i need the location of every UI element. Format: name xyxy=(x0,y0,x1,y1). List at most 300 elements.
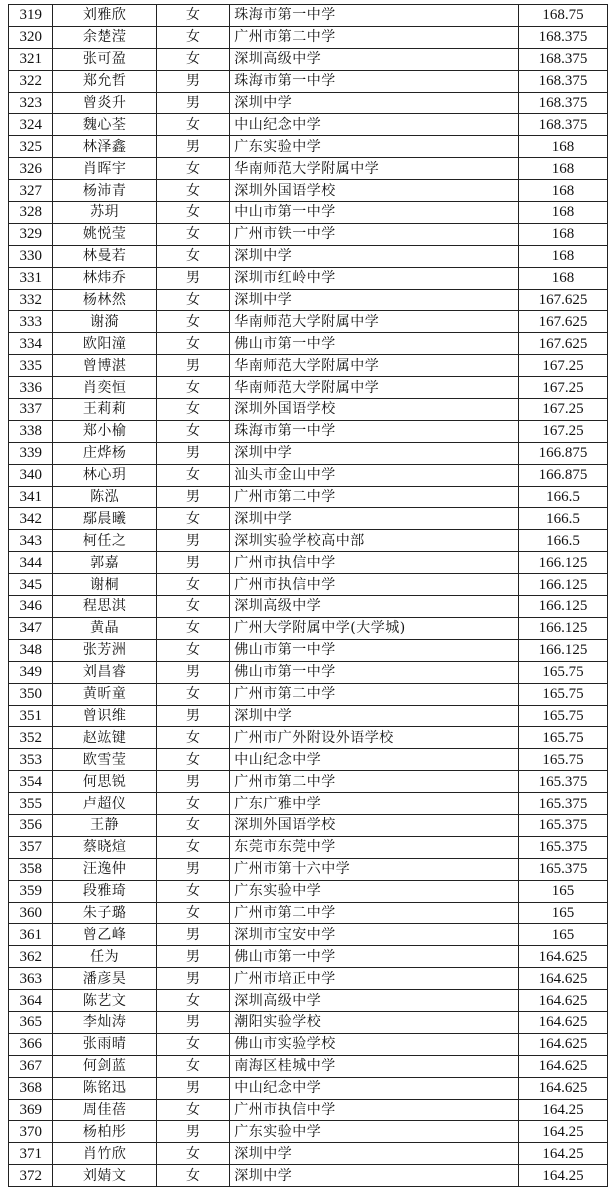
school-cell: 广州市第二中学 xyxy=(230,26,519,48)
name-cell: 郑小榆 xyxy=(53,420,156,442)
table-row xyxy=(9,683,608,705)
rank-cell: 330 xyxy=(9,245,53,267)
table-row xyxy=(9,355,608,377)
gender-cell: 女 xyxy=(156,596,229,618)
name-cell: 陈艺文 xyxy=(53,990,156,1012)
gender-cell: 女 xyxy=(156,1033,229,1055)
name-cell: 林炜乔 xyxy=(53,267,156,289)
gender-cell: 女 xyxy=(156,223,229,245)
score-cell: 166.5 xyxy=(519,486,608,508)
school-cell: 佛山市实验学校 xyxy=(230,1033,519,1055)
score-cell: 166.875 xyxy=(519,442,608,464)
rank-cell: 356 xyxy=(9,814,53,836)
rank-cell: 336 xyxy=(9,377,53,399)
gender-cell: 男 xyxy=(156,486,229,508)
name-cell: 曾识维 xyxy=(53,705,156,727)
table-row xyxy=(9,114,608,136)
name-cell: 刘雅欣 xyxy=(53,5,156,27)
school-cell: 佛山市第一中学 xyxy=(230,639,519,661)
table-row xyxy=(9,245,608,267)
name-cell: 周佳蓓 xyxy=(53,1099,156,1121)
rank-cell: 355 xyxy=(9,793,53,815)
school-cell: 佛山市第一中学 xyxy=(230,661,519,683)
table-row xyxy=(9,749,608,771)
name-cell: 姚悦莹 xyxy=(53,223,156,245)
school-cell: 深圳中学 xyxy=(230,1143,519,1165)
score-cell: 166.125 xyxy=(519,617,608,639)
school-cell: 广州市执信中学 xyxy=(230,1099,519,1121)
gender-cell: 男 xyxy=(156,1077,229,1099)
gender-cell: 女 xyxy=(156,574,229,596)
table-row xyxy=(9,1077,608,1099)
table-row xyxy=(9,1121,608,1143)
gender-cell: 女 xyxy=(156,727,229,749)
gender-cell: 男 xyxy=(156,70,229,92)
score-cell: 165.375 xyxy=(519,814,608,836)
table-row xyxy=(9,639,608,661)
rank-cell: 337 xyxy=(9,399,53,421)
rank-cell: 361 xyxy=(9,924,53,946)
score-cell: 168 xyxy=(519,158,608,180)
school-cell: 南海区桂城中学 xyxy=(230,1055,519,1077)
rank-cell: 358 xyxy=(9,858,53,880)
rank-cell: 340 xyxy=(9,464,53,486)
score-cell: 167.625 xyxy=(519,289,608,311)
rank-cell: 363 xyxy=(9,968,53,990)
name-cell: 林曼若 xyxy=(53,245,156,267)
score-cell: 165.375 xyxy=(519,836,608,858)
gender-cell: 男 xyxy=(156,530,229,552)
rank-cell: 332 xyxy=(9,289,53,311)
rank-cell: 328 xyxy=(9,202,53,224)
school-cell: 华南师范大学附属中学 xyxy=(230,355,519,377)
school-cell: 广州市第十六中学 xyxy=(230,858,519,880)
gender-cell: 女 xyxy=(156,26,229,48)
school-cell: 中山纪念中学 xyxy=(230,749,519,771)
rank-cell: 326 xyxy=(9,158,53,180)
school-cell: 中山纪念中学 xyxy=(230,1077,519,1099)
score-cell: 165 xyxy=(519,902,608,924)
rank-cell: 325 xyxy=(9,136,53,158)
score-cell: 168.375 xyxy=(519,70,608,92)
rank-cell: 368 xyxy=(9,1077,53,1099)
name-cell: 苏玥 xyxy=(53,202,156,224)
score-cell: 168 xyxy=(519,136,608,158)
gender-cell: 女 xyxy=(156,311,229,333)
name-cell: 蔡晓煊 xyxy=(53,836,156,858)
score-cell: 165.75 xyxy=(519,683,608,705)
rank-cell: 345 xyxy=(9,574,53,596)
rank-cell: 354 xyxy=(9,771,53,793)
name-cell: 谢漪 xyxy=(53,311,156,333)
score-cell: 164.25 xyxy=(519,1143,608,1165)
school-cell: 广州市铁一中学 xyxy=(230,223,519,245)
name-cell: 赵竑键 xyxy=(53,727,156,749)
school-cell: 佛山市第一中学 xyxy=(230,333,519,355)
gender-cell: 女 xyxy=(156,5,229,27)
rank-cell: 365 xyxy=(9,1011,53,1033)
score-cell: 168.75 xyxy=(519,5,608,27)
name-cell: 王莉莉 xyxy=(53,399,156,421)
table-row xyxy=(9,464,608,486)
score-cell: 166.5 xyxy=(519,508,608,530)
table-row xyxy=(9,858,608,880)
school-cell: 深圳外国语学校 xyxy=(230,399,519,421)
table-row xyxy=(9,771,608,793)
rank-cell: 338 xyxy=(9,420,53,442)
name-cell: 刘婧文 xyxy=(53,1165,156,1187)
rank-cell: 339 xyxy=(9,442,53,464)
school-cell: 深圳中学 xyxy=(230,705,519,727)
school-cell: 广东实验中学 xyxy=(230,136,519,158)
name-cell: 刘昌睿 xyxy=(53,661,156,683)
name-cell: 曾炎升 xyxy=(53,92,156,114)
school-cell: 广州市培正中学 xyxy=(230,968,519,990)
ranking-table-body xyxy=(9,5,608,1187)
school-cell: 深圳中学 xyxy=(230,245,519,267)
table-row xyxy=(9,377,608,399)
name-cell: 程思淇 xyxy=(53,596,156,618)
name-cell: 何思锐 xyxy=(53,771,156,793)
school-cell: 深圳外国语学校 xyxy=(230,814,519,836)
table-row xyxy=(9,136,608,158)
name-cell: 卢超仪 xyxy=(53,793,156,815)
table-row xyxy=(9,333,608,355)
rank-cell: 319 xyxy=(9,5,53,27)
name-cell: 张雨晴 xyxy=(53,1033,156,1055)
gender-cell: 女 xyxy=(156,1055,229,1077)
table-row xyxy=(9,530,608,552)
score-cell: 166.125 xyxy=(519,639,608,661)
name-cell: 欧雪莹 xyxy=(53,749,156,771)
score-cell: 164.625 xyxy=(519,1055,608,1077)
name-cell: 王静 xyxy=(53,814,156,836)
score-cell: 168 xyxy=(519,223,608,245)
rank-cell: 349 xyxy=(9,661,53,683)
table-row xyxy=(9,486,608,508)
school-cell: 深圳中学 xyxy=(230,92,519,114)
school-cell: 深圳市红岭中学 xyxy=(230,267,519,289)
gender-cell: 男 xyxy=(156,355,229,377)
score-cell: 165 xyxy=(519,924,608,946)
score-cell: 164.25 xyxy=(519,1165,608,1187)
table-row xyxy=(9,442,608,464)
school-cell: 广东实验中学 xyxy=(230,1121,519,1143)
score-cell: 164.625 xyxy=(519,946,608,968)
rank-cell: 346 xyxy=(9,596,53,618)
table-row xyxy=(9,1011,608,1033)
table-row xyxy=(9,1055,608,1077)
score-cell: 168 xyxy=(519,202,608,224)
table-row xyxy=(9,202,608,224)
rank-cell: 371 xyxy=(9,1143,53,1165)
name-cell: 欧阳潼 xyxy=(53,333,156,355)
rank-cell: 369 xyxy=(9,1099,53,1121)
rank-cell: 343 xyxy=(9,530,53,552)
school-cell: 广州市执信中学 xyxy=(230,574,519,596)
school-cell: 深圳实验学校高中部 xyxy=(230,530,519,552)
table-row xyxy=(9,289,608,311)
school-cell: 深圳高级中学 xyxy=(230,596,519,618)
table-row xyxy=(9,92,608,114)
school-cell: 深圳市宝安中学 xyxy=(230,924,519,946)
gender-cell: 女 xyxy=(156,683,229,705)
school-cell: 广东广雅中学 xyxy=(230,793,519,815)
name-cell: 鄢晨曦 xyxy=(53,508,156,530)
gender-cell: 男 xyxy=(156,1121,229,1143)
gender-cell: 女 xyxy=(156,202,229,224)
score-cell: 167.25 xyxy=(519,377,608,399)
name-cell: 庄烨杨 xyxy=(53,442,156,464)
rank-cell: 344 xyxy=(9,552,53,574)
table-row xyxy=(9,836,608,858)
gender-cell: 女 xyxy=(156,1165,229,1187)
school-cell: 珠海市第一中学 xyxy=(230,420,519,442)
table-row xyxy=(9,705,608,727)
school-cell: 深圳中学 xyxy=(230,508,519,530)
rank-cell: 359 xyxy=(9,880,53,902)
table-row xyxy=(9,617,608,639)
gender-cell: 女 xyxy=(156,180,229,202)
gender-cell: 女 xyxy=(156,464,229,486)
rank-cell: 323 xyxy=(9,92,53,114)
score-cell: 164.25 xyxy=(519,1099,608,1121)
score-cell: 168.375 xyxy=(519,48,608,70)
table-row xyxy=(9,399,608,421)
table-row xyxy=(9,946,608,968)
gender-cell: 女 xyxy=(156,880,229,902)
score-cell: 165.75 xyxy=(519,661,608,683)
school-cell: 广州市第二中学 xyxy=(230,902,519,924)
score-cell: 165 xyxy=(519,880,608,902)
table-row xyxy=(9,990,608,1012)
name-cell: 郑允哲 xyxy=(53,70,156,92)
name-cell: 杨柏彤 xyxy=(53,1121,156,1143)
school-cell: 广州市执信中学 xyxy=(230,552,519,574)
table-row xyxy=(9,1099,608,1121)
score-cell: 168.375 xyxy=(519,114,608,136)
rank-cell: 335 xyxy=(9,355,53,377)
rank-cell: 320 xyxy=(9,26,53,48)
school-cell: 中山市第一中学 xyxy=(230,202,519,224)
gender-cell: 女 xyxy=(156,990,229,1012)
name-cell: 柯任之 xyxy=(53,530,156,552)
score-cell: 167.625 xyxy=(519,311,608,333)
gender-cell: 男 xyxy=(156,705,229,727)
rank-cell: 342 xyxy=(9,508,53,530)
table-row xyxy=(9,902,608,924)
name-cell: 陈铭迅 xyxy=(53,1077,156,1099)
school-cell: 华南师范大学附属中学 xyxy=(230,158,519,180)
rank-cell: 324 xyxy=(9,114,53,136)
gender-cell: 女 xyxy=(156,377,229,399)
name-cell: 何剑蓝 xyxy=(53,1055,156,1077)
score-cell: 168 xyxy=(519,245,608,267)
score-cell: 165.375 xyxy=(519,793,608,815)
table-row xyxy=(9,1165,608,1187)
rank-cell: 367 xyxy=(9,1055,53,1077)
score-cell: 164.625 xyxy=(519,1033,608,1055)
gender-cell: 男 xyxy=(156,924,229,946)
table-row xyxy=(9,968,608,990)
name-cell: 杨林然 xyxy=(53,289,156,311)
gender-cell: 女 xyxy=(156,508,229,530)
gender-cell: 女 xyxy=(156,749,229,771)
name-cell: 曾乙峰 xyxy=(53,924,156,946)
score-cell: 168 xyxy=(519,180,608,202)
gender-cell: 女 xyxy=(156,639,229,661)
table-row xyxy=(9,552,608,574)
name-cell: 张芳洲 xyxy=(53,639,156,661)
gender-cell: 女 xyxy=(156,48,229,70)
score-cell: 164.25 xyxy=(519,1121,608,1143)
school-cell: 广州市广外附设外语学校 xyxy=(230,727,519,749)
name-cell: 潘彦昊 xyxy=(53,968,156,990)
table-row xyxy=(9,574,608,596)
score-cell: 167.625 xyxy=(519,333,608,355)
score-cell: 167.25 xyxy=(519,399,608,421)
school-cell: 广东实验中学 xyxy=(230,880,519,902)
school-cell: 汕头市金山中学 xyxy=(230,464,519,486)
rank-cell: 322 xyxy=(9,70,53,92)
gender-cell: 男 xyxy=(156,442,229,464)
gender-cell: 男 xyxy=(156,92,229,114)
name-cell: 张可盈 xyxy=(53,48,156,70)
name-cell: 郭嘉 xyxy=(53,552,156,574)
gender-cell: 男 xyxy=(156,771,229,793)
table-row xyxy=(9,924,608,946)
table-row xyxy=(9,5,608,27)
school-cell: 广州市第二中学 xyxy=(230,683,519,705)
score-cell: 165.375 xyxy=(519,771,608,793)
gender-cell: 女 xyxy=(156,902,229,924)
gender-cell: 女 xyxy=(156,114,229,136)
rank-cell: 364 xyxy=(9,990,53,1012)
school-cell: 东莞市东莞中学 xyxy=(230,836,519,858)
name-cell: 林心玥 xyxy=(53,464,156,486)
school-cell: 深圳高级中学 xyxy=(230,48,519,70)
gender-cell: 女 xyxy=(156,1099,229,1121)
name-cell: 杨沛青 xyxy=(53,180,156,202)
rank-cell: 350 xyxy=(9,683,53,705)
name-cell: 任为 xyxy=(53,946,156,968)
table-row xyxy=(9,311,608,333)
school-cell: 深圳中学 xyxy=(230,289,519,311)
school-cell: 珠海市第一中学 xyxy=(230,70,519,92)
score-cell: 167.25 xyxy=(519,355,608,377)
table-row xyxy=(9,267,608,289)
table-row xyxy=(9,26,608,48)
school-cell: 深圳中学 xyxy=(230,1165,519,1187)
name-cell: 黄晶 xyxy=(53,617,156,639)
name-cell: 肖晖宇 xyxy=(53,158,156,180)
rank-cell: 353 xyxy=(9,749,53,771)
table-row xyxy=(9,508,608,530)
school-cell: 华南师范大学附属中学 xyxy=(230,311,519,333)
rank-cell: 347 xyxy=(9,617,53,639)
rank-cell: 362 xyxy=(9,946,53,968)
rank-cell: 351 xyxy=(9,705,53,727)
table-row xyxy=(9,1143,608,1165)
gender-cell: 女 xyxy=(156,245,229,267)
score-cell: 166.125 xyxy=(519,596,608,618)
gender-cell: 男 xyxy=(156,552,229,574)
score-cell: 164.625 xyxy=(519,1011,608,1033)
name-cell: 肖竹欣 xyxy=(53,1143,156,1165)
gender-cell: 男 xyxy=(156,968,229,990)
score-cell: 165.75 xyxy=(519,705,608,727)
gender-cell: 女 xyxy=(156,814,229,836)
rank-cell: 372 xyxy=(9,1165,53,1187)
rank-cell: 329 xyxy=(9,223,53,245)
rank-cell: 334 xyxy=(9,333,53,355)
school-cell: 佛山市第一中学 xyxy=(230,946,519,968)
table-row xyxy=(9,596,608,618)
name-cell: 朱子璐 xyxy=(53,902,156,924)
ranking-table xyxy=(8,4,608,1187)
rank-cell: 370 xyxy=(9,1121,53,1143)
gender-cell: 女 xyxy=(156,399,229,421)
name-cell: 汪逸仲 xyxy=(53,858,156,880)
rank-cell: 357 xyxy=(9,836,53,858)
rank-cell: 348 xyxy=(9,639,53,661)
table-row xyxy=(9,420,608,442)
rank-cell: 321 xyxy=(9,48,53,70)
score-cell: 166.125 xyxy=(519,552,608,574)
rank-cell: 366 xyxy=(9,1033,53,1055)
gender-cell: 男 xyxy=(156,858,229,880)
score-cell: 166.125 xyxy=(519,574,608,596)
name-cell: 谢桐 xyxy=(53,574,156,596)
school-cell: 广州市第二中学 xyxy=(230,771,519,793)
gender-cell: 女 xyxy=(156,158,229,180)
rank-cell: 352 xyxy=(9,727,53,749)
score-cell: 168.375 xyxy=(519,92,608,114)
gender-cell: 男 xyxy=(156,946,229,968)
gender-cell: 女 xyxy=(156,617,229,639)
rank-cell: 331 xyxy=(9,267,53,289)
table-row xyxy=(9,727,608,749)
school-cell: 珠海市第一中学 xyxy=(230,5,519,27)
gender-cell: 女 xyxy=(156,289,229,311)
score-cell: 165.375 xyxy=(519,858,608,880)
school-cell: 深圳中学 xyxy=(230,442,519,464)
rank-cell: 327 xyxy=(9,180,53,202)
gender-cell: 女 xyxy=(156,793,229,815)
school-cell: 潮阳实验学校 xyxy=(230,1011,519,1033)
table-row xyxy=(9,48,608,70)
table-row xyxy=(9,180,608,202)
table-row xyxy=(9,793,608,815)
score-cell: 167.25 xyxy=(519,420,608,442)
name-cell: 林泽鑫 xyxy=(53,136,156,158)
score-cell: 165.75 xyxy=(519,727,608,749)
name-cell: 陈泓 xyxy=(53,486,156,508)
score-cell: 164.625 xyxy=(519,990,608,1012)
school-cell: 中山纪念中学 xyxy=(230,114,519,136)
score-cell: 164.625 xyxy=(519,968,608,990)
score-cell: 166.875 xyxy=(519,464,608,486)
table-row xyxy=(9,158,608,180)
name-cell: 段雅琦 xyxy=(53,880,156,902)
school-cell: 深圳外国语学校 xyxy=(230,180,519,202)
score-cell: 166.5 xyxy=(519,530,608,552)
name-cell: 魏心荃 xyxy=(53,114,156,136)
gender-cell: 女 xyxy=(156,333,229,355)
school-cell: 华南师范大学附属中学 xyxy=(230,377,519,399)
table-row xyxy=(9,814,608,836)
score-cell: 165.75 xyxy=(519,749,608,771)
